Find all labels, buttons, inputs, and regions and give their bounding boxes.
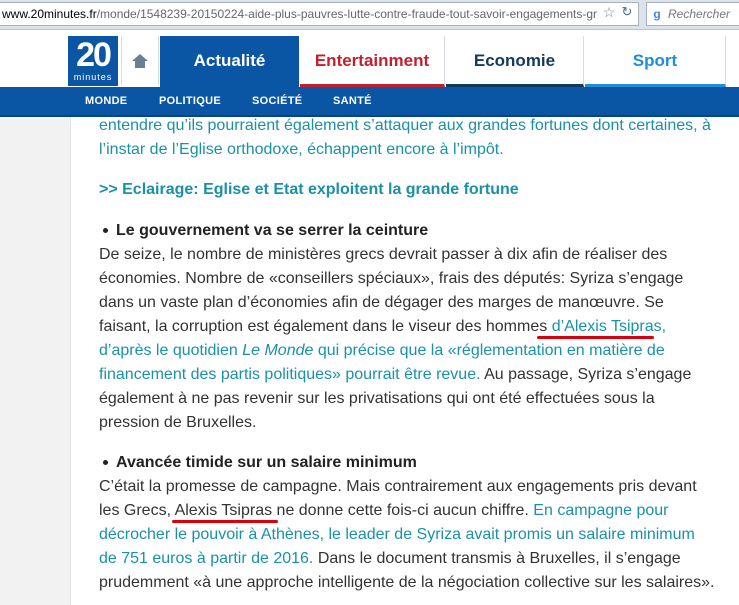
left-sidebar — [0, 117, 71, 605]
section-heading: Avancée timide sur un salaire minimum — [99, 451, 417, 475]
tsipras-link[interactable]: d’Alexis Tsipras, — [551, 318, 667, 335]
paragraph-line: prudemment «à une approche intelligente de la négociation collective sur les salaires». — [99, 574, 715, 591]
tab-sport[interactable]: Sport — [585, 36, 726, 87]
paragraph-line[interactable]: décrocher le pouvoir à Athènes, le leader de Syriza avait promis un salaire minimum — [99, 526, 695, 543]
paragraph-line: dans un vaste plan d’économies afin de dégager des marges de manœuvre. Se — [99, 294, 664, 311]
site-logo[interactable] — [68, 36, 118, 86]
google-icon: g — [653, 7, 661, 21]
tab-economie[interactable]: Economie — [446, 36, 584, 87]
tsipras-name: Alexis Tsipras — [174, 502, 273, 519]
logo-number: 20 — [76, 36, 110, 74]
search-input[interactable] — [646, 2, 739, 26]
url-path: /monde/1548239-20150224-aide-plus-pauvres-lutte-contre-fraude-tout-savoir-engagements-gr — [96, 7, 597, 21]
sub-navigation — [0, 87, 739, 117]
paragraph-line: pression de Bruxelles. — [99, 414, 257, 431]
subnav-monde[interactable]: MONDE — [85, 95, 128, 107]
search-placeholder: Rechercher — [668, 7, 731, 21]
paragraph-line: C’était la promesse de campagne. Mais contrairement aux engagements pris devant — [99, 478, 697, 495]
paragraph-line: également à ne pas revenir sur les privatisations qui ont été effectuées sous la — [99, 390, 655, 407]
paragraph-line[interactable]: d’après le quotidien Le Monde qui précise que la «réglementation en matière de — [99, 342, 665, 359]
url-host: www.20minutes.fr — [2, 7, 97, 21]
paragraph-line: les Grecs, Alexis Tsipras ne donne cette fois-ci aucun chiffre. En campagne pour — [99, 502, 669, 519]
paragraph-line: De seize, le nombre de ministères grecs devrait passer à dix afin de réaliser des — [99, 246, 668, 263]
logo-word: minutes — [73, 72, 113, 82]
subnav-sante[interactable]: SANTÉ — [333, 95, 372, 107]
financement-link[interactable]: financement des partis politiques» pourrait être revue. — [99, 366, 481, 383]
section-heading: Le gouvernement va se serrer la ceinture — [99, 219, 428, 243]
subnav-politique[interactable]: POLITIQUE — [159, 95, 221, 107]
eclairage-link[interactable]: >> Eclairage: Eglise et Etat exploitent la grande fortune — [99, 181, 519, 198]
campagne-link[interactable]: En campagne pour — [533, 502, 669, 519]
article-link-line[interactable]: entendre qu’ils pourraient également s’attaquer aux grandes fortunes dont certaines, à — [99, 117, 711, 134]
bookmark-star-icon[interactable]: ☆ — [602, 4, 616, 20]
bullet-icon — [103, 460, 108, 465]
tab-home[interactable] — [121, 36, 159, 87]
browser-toolbar — [0, 0, 739, 30]
bullet-icon — [103, 228, 108, 233]
subnav-societe[interactable]: SOCIÉTÉ — [252, 95, 303, 107]
salaire-link[interactable]: de 751 euros à partir de 2016. — [99, 550, 314, 567]
paragraph-line: faisant, la corruption est également dans le viseur des hommes d’Alexis Tsipras, — [99, 318, 667, 335]
paragraph-line: de 751 euros à partir de 2016. Dans le document transmis à Bruxelles, il s’engage — [99, 550, 681, 567]
tab-actualite[interactable]: Actualité — [160, 36, 299, 87]
article-link-line[interactable]: l’instar de l’Eglise orthodoxe, échappent encore à l’impôt. — [99, 141, 504, 158]
address-bar[interactable] — [0, 2, 639, 26]
reload-icon[interactable]: ↻ — [621, 4, 633, 19]
paragraph-line: économies. Nombre de «conseillers spéciaux», frais des députés: Syriza s’engage — [99, 270, 684, 287]
paragraph-line: financement des partis politiques» pourrait être revue. Au passage, Syriza s’engage — [99, 366, 692, 383]
home-icon — [132, 54, 148, 68]
tab-entertainment[interactable]: Entertainment — [300, 36, 445, 87]
